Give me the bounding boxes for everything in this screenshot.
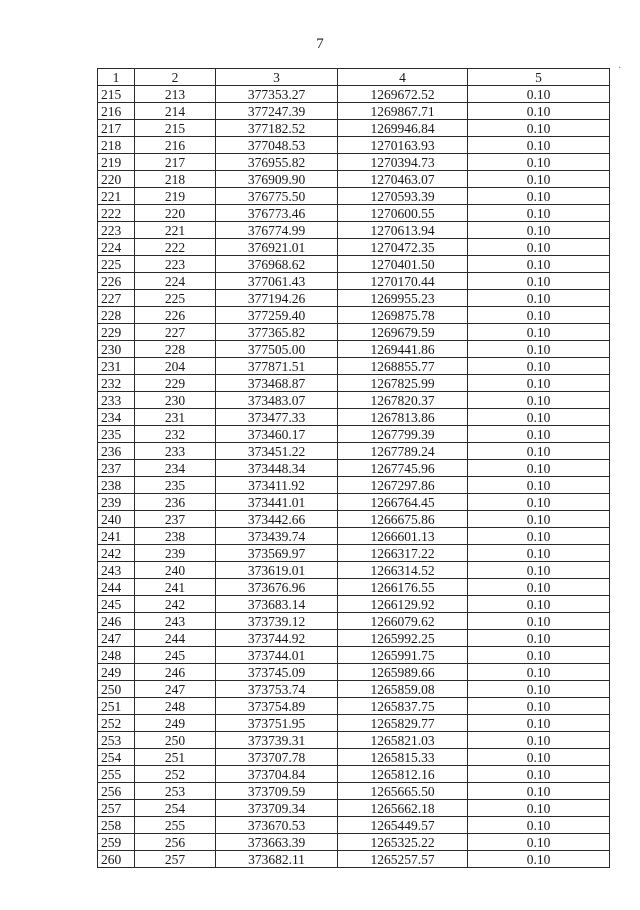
- point-number-cell: 252: [135, 766, 216, 783]
- x-coordinate-cell: 373739.12: [216, 613, 338, 630]
- y-coordinate-cell: 1265821.03: [338, 732, 468, 749]
- x-coordinate-cell: 373663.39: [216, 834, 338, 851]
- accuracy-cell: 0.10: [468, 392, 610, 409]
- column-header-3: 3: [216, 69, 338, 86]
- x-coordinate-cell: 376909.90: [216, 171, 338, 188]
- y-coordinate-cell: 1267789.24: [338, 443, 468, 460]
- x-coordinate-cell: 377505.00: [216, 341, 338, 358]
- table-row: [98, 766, 610, 783]
- accuracy-cell: 0.10: [468, 613, 610, 630]
- y-coordinate-cell: 1270600.55: [338, 205, 468, 222]
- point-number-cell: 222: [135, 239, 216, 256]
- accuracy-cell: 0.10: [468, 494, 610, 511]
- point-number-cell: 253: [135, 783, 216, 800]
- point-number-cell: 245: [135, 647, 216, 664]
- y-coordinate-cell: 1270613.94: [338, 222, 468, 239]
- point-number-cell: 229: [135, 375, 216, 392]
- row-number-cell: 220: [98, 171, 135, 188]
- x-coordinate-cell: 376955.82: [216, 154, 338, 171]
- point-number-cell: 243: [135, 613, 216, 630]
- row-number-cell: 219: [98, 154, 135, 171]
- table-row: [98, 341, 610, 358]
- table-row: [98, 426, 610, 443]
- table-row: [98, 120, 610, 137]
- table-row: [98, 460, 610, 477]
- accuracy-cell: 0.10: [468, 732, 610, 749]
- accuracy-cell: 0.10: [468, 647, 610, 664]
- table-row: [98, 732, 610, 749]
- table-body: [98, 86, 610, 868]
- accuracy-cell: 0.10: [468, 86, 610, 103]
- accuracy-cell: 0.10: [468, 511, 610, 528]
- row-number-cell: 249: [98, 664, 135, 681]
- table-row: [98, 409, 610, 426]
- y-coordinate-cell: 1265829.77: [338, 715, 468, 732]
- table-row: [98, 222, 610, 239]
- x-coordinate-cell: 373411.92: [216, 477, 338, 494]
- table-row: [98, 698, 610, 715]
- x-coordinate-cell: 373676.96: [216, 579, 338, 596]
- accuracy-cell: 0.10: [468, 273, 610, 290]
- point-number-cell: 254: [135, 800, 216, 817]
- accuracy-cell: 0.10: [468, 222, 610, 239]
- row-number-cell: 243: [98, 562, 135, 579]
- point-number-cell: 242: [135, 596, 216, 613]
- column-header-2: 2: [135, 69, 216, 86]
- point-number-cell: 223: [135, 256, 216, 273]
- y-coordinate-cell: 1265662.18: [338, 800, 468, 817]
- point-number-cell: 221: [135, 222, 216, 239]
- accuracy-cell: 0.10: [468, 290, 610, 307]
- point-number-cell: 224: [135, 273, 216, 290]
- y-coordinate-cell: 1267745.96: [338, 460, 468, 477]
- table-row: [98, 851, 610, 868]
- table-row: [98, 86, 610, 103]
- table-row: [98, 443, 610, 460]
- x-coordinate-cell: 373468.87: [216, 375, 338, 392]
- table-row: [98, 528, 610, 545]
- point-number-cell: 213: [135, 86, 216, 103]
- x-coordinate-cell: 376968.62: [216, 256, 338, 273]
- table-row: [98, 273, 610, 290]
- accuracy-cell: 0.10: [468, 154, 610, 171]
- table-row: [98, 511, 610, 528]
- accuracy-cell: 0.10: [468, 443, 610, 460]
- table-row: [98, 664, 610, 681]
- accuracy-cell: 0.10: [468, 596, 610, 613]
- x-coordinate-cell: 373569.97: [216, 545, 338, 562]
- accuracy-cell: 0.10: [468, 715, 610, 732]
- row-number-cell: 238: [98, 477, 135, 494]
- y-coordinate-cell: 1265449.57: [338, 817, 468, 834]
- accuracy-cell: 0.10: [468, 205, 610, 222]
- table-row: [98, 562, 610, 579]
- y-coordinate-cell: 1266176.55: [338, 579, 468, 596]
- table-row: [98, 103, 610, 120]
- table-row: [98, 647, 610, 664]
- accuracy-cell: 0.10: [468, 120, 610, 137]
- y-coordinate-cell: 1265991.75: [338, 647, 468, 664]
- point-number-cell: 238: [135, 528, 216, 545]
- point-number-cell: 227: [135, 324, 216, 341]
- row-number-cell: 251: [98, 698, 135, 715]
- x-coordinate-cell: 377247.39: [216, 103, 338, 120]
- header-row: [98, 69, 610, 86]
- y-coordinate-cell: 1269441.86: [338, 341, 468, 358]
- row-number-cell: 242: [98, 545, 135, 562]
- accuracy-cell: 0.10: [468, 188, 610, 205]
- table-row: [98, 392, 610, 409]
- row-number-cell: 248: [98, 647, 135, 664]
- table-row: [98, 154, 610, 171]
- point-number-cell: 257: [135, 851, 216, 868]
- x-coordinate-cell: 377182.52: [216, 120, 338, 137]
- x-coordinate-cell: 377259.40: [216, 307, 338, 324]
- table-row: [98, 239, 610, 256]
- point-number-cell: 226: [135, 307, 216, 324]
- x-coordinate-cell: 373709.59: [216, 783, 338, 800]
- row-number-cell: 256: [98, 783, 135, 800]
- y-coordinate-cell: 1270163.93: [338, 137, 468, 154]
- row-number-cell: 246: [98, 613, 135, 630]
- table-row: [98, 800, 610, 817]
- x-coordinate-cell: 373707.78: [216, 749, 338, 766]
- accuracy-cell: 0.10: [468, 324, 610, 341]
- row-number-cell: 240: [98, 511, 135, 528]
- accuracy-cell: 0.10: [468, 103, 610, 120]
- point-number-cell: 249: [135, 715, 216, 732]
- row-number-cell: 255: [98, 766, 135, 783]
- y-coordinate-cell: 1267799.39: [338, 426, 468, 443]
- point-number-cell: 236: [135, 494, 216, 511]
- table-row: [98, 290, 610, 307]
- table-row: [98, 715, 610, 732]
- point-number-cell: 218: [135, 171, 216, 188]
- y-coordinate-cell: 1266314.52: [338, 562, 468, 579]
- point-number-cell: 232: [135, 426, 216, 443]
- x-coordinate-cell: 373709.34: [216, 800, 338, 817]
- accuracy-cell: 0.10: [468, 477, 610, 494]
- accuracy-cell: 0.10: [468, 749, 610, 766]
- y-coordinate-cell: 1269672.52: [338, 86, 468, 103]
- row-number-cell: 230: [98, 341, 135, 358]
- point-number-cell: 215: [135, 120, 216, 137]
- point-number-cell: 241: [135, 579, 216, 596]
- accuracy-cell: 0.10: [468, 800, 610, 817]
- y-coordinate-cell: 1268855.77: [338, 358, 468, 375]
- table-row: [98, 324, 610, 341]
- point-number-cell: 220: [135, 205, 216, 222]
- table-row: [98, 358, 610, 375]
- row-number-cell: 250: [98, 681, 135, 698]
- row-number-cell: 245: [98, 596, 135, 613]
- accuracy-cell: 0.10: [468, 783, 610, 800]
- table-row: [98, 375, 610, 392]
- accuracy-cell: 0.10: [468, 307, 610, 324]
- point-number-cell: 255: [135, 817, 216, 834]
- x-coordinate-cell: 377365.82: [216, 324, 338, 341]
- column-header-5: 5: [468, 69, 610, 86]
- row-number-cell: 237: [98, 460, 135, 477]
- y-coordinate-cell: 1269875.78: [338, 307, 468, 324]
- table-row: [98, 545, 610, 562]
- table-row: [98, 579, 610, 596]
- point-number-cell: 251: [135, 749, 216, 766]
- x-coordinate-cell: 376921.01: [216, 239, 338, 256]
- accuracy-cell: 0.10: [468, 137, 610, 154]
- y-coordinate-cell: 1265665.50: [338, 783, 468, 800]
- y-coordinate-cell: 1269679.59: [338, 324, 468, 341]
- row-number-cell: 233: [98, 392, 135, 409]
- x-coordinate-cell: 373460.17: [216, 426, 338, 443]
- accuracy-cell: 0.10: [468, 579, 610, 596]
- accuracy-cell: 0.10: [468, 341, 610, 358]
- accuracy-cell: 0.10: [468, 426, 610, 443]
- y-coordinate-cell: 1265812.16: [338, 766, 468, 783]
- row-number-cell: 224: [98, 239, 135, 256]
- x-coordinate-cell: 377061.43: [216, 273, 338, 290]
- x-coordinate-cell: 373670.53: [216, 817, 338, 834]
- row-number-cell: 236: [98, 443, 135, 460]
- x-coordinate-cell: 373744.92: [216, 630, 338, 647]
- x-coordinate-cell: 373751.95: [216, 715, 338, 732]
- row-number-cell: 227: [98, 290, 135, 307]
- table-row: [98, 681, 610, 698]
- x-coordinate-cell: 377353.27: [216, 86, 338, 103]
- y-coordinate-cell: 1269955.23: [338, 290, 468, 307]
- row-number-cell: 215: [98, 86, 135, 103]
- table-row: [98, 188, 610, 205]
- row-number-cell: 241: [98, 528, 135, 545]
- x-coordinate-cell: 373744.01: [216, 647, 338, 664]
- row-number-cell: 244: [98, 579, 135, 596]
- point-number-cell: 234: [135, 460, 216, 477]
- y-coordinate-cell: 1270170.44: [338, 273, 468, 290]
- row-number-cell: 225: [98, 256, 135, 273]
- table-row: [98, 477, 610, 494]
- accuracy-cell: 0.10: [468, 460, 610, 477]
- point-number-cell: 246: [135, 664, 216, 681]
- y-coordinate-cell: 1266079.62: [338, 613, 468, 630]
- point-number-cell: 214: [135, 103, 216, 120]
- row-number-cell: 223: [98, 222, 135, 239]
- y-coordinate-cell: 1265859.08: [338, 681, 468, 698]
- point-number-cell: 244: [135, 630, 216, 647]
- column-header-1: 1: [98, 69, 135, 86]
- table-row: [98, 749, 610, 766]
- point-number-cell: 248: [135, 698, 216, 715]
- table-row: [98, 630, 610, 647]
- y-coordinate-cell: 1267813.86: [338, 409, 468, 426]
- x-coordinate-cell: 373682.11: [216, 851, 338, 868]
- y-coordinate-cell: 1265837.75: [338, 698, 468, 715]
- x-coordinate-cell: 376773.46: [216, 205, 338, 222]
- row-number-cell: 234: [98, 409, 135, 426]
- x-coordinate-cell: 376774.99: [216, 222, 338, 239]
- point-number-cell: 204: [135, 358, 216, 375]
- row-number-cell: 247: [98, 630, 135, 647]
- row-number-cell: 253: [98, 732, 135, 749]
- x-coordinate-cell: 373441.01: [216, 494, 338, 511]
- point-number-cell: 247: [135, 681, 216, 698]
- y-coordinate-cell: 1270401.50: [338, 256, 468, 273]
- row-number-cell: 222: [98, 205, 135, 222]
- x-coordinate-cell: 373754.89: [216, 698, 338, 715]
- point-number-cell: 228: [135, 341, 216, 358]
- point-number-cell: 219: [135, 188, 216, 205]
- row-number-cell: 217: [98, 120, 135, 137]
- row-number-cell: 239: [98, 494, 135, 511]
- x-coordinate-cell: 373745.09: [216, 664, 338, 681]
- row-number-cell: 258: [98, 817, 135, 834]
- point-number-cell: 239: [135, 545, 216, 562]
- point-number-cell: 216: [135, 137, 216, 154]
- accuracy-cell: 0.10: [468, 545, 610, 562]
- accuracy-cell: 0.10: [468, 817, 610, 834]
- x-coordinate-cell: 376775.50: [216, 188, 338, 205]
- table-row: [98, 596, 610, 613]
- row-number-cell: 228: [98, 307, 135, 324]
- x-coordinate-cell: 373704.84: [216, 766, 338, 783]
- row-number-cell: 254: [98, 749, 135, 766]
- y-coordinate-cell: 1265992.25: [338, 630, 468, 647]
- y-coordinate-cell: 1267297.86: [338, 477, 468, 494]
- row-number-cell: 252: [98, 715, 135, 732]
- row-number-cell: 216: [98, 103, 135, 120]
- row-number-cell: 259: [98, 834, 135, 851]
- row-number-cell: 221: [98, 188, 135, 205]
- table-row: [98, 783, 610, 800]
- y-coordinate-cell: 1270463.07: [338, 171, 468, 188]
- y-coordinate-cell: 1266601.13: [338, 528, 468, 545]
- y-coordinate-cell: 1266317.22: [338, 545, 468, 562]
- y-coordinate-cell: 1266764.45: [338, 494, 468, 511]
- table-row: [98, 494, 610, 511]
- y-coordinate-cell: 1266675.86: [338, 511, 468, 528]
- table-row: [98, 205, 610, 222]
- page-number: 7: [316, 36, 324, 52]
- table-row: [98, 817, 610, 834]
- y-coordinate-cell: 1266129.92: [338, 596, 468, 613]
- x-coordinate-cell: 373619.01: [216, 562, 338, 579]
- x-coordinate-cell: 373753.74: [216, 681, 338, 698]
- y-coordinate-cell: 1269946.84: [338, 120, 468, 137]
- x-coordinate-cell: 373448.34: [216, 460, 338, 477]
- table-row: [98, 613, 610, 630]
- accuracy-cell: 0.10: [468, 834, 610, 851]
- x-coordinate-cell: 373451.22: [216, 443, 338, 460]
- row-number-cell: 226: [98, 273, 135, 290]
- accuracy-cell: 0.10: [468, 562, 610, 579]
- accuracy-cell: 0.10: [468, 358, 610, 375]
- y-coordinate-cell: 1267825.99: [338, 375, 468, 392]
- accuracy-cell: 0.10: [468, 256, 610, 273]
- accuracy-cell: 0.10: [468, 766, 610, 783]
- row-number-cell: 232: [98, 375, 135, 392]
- y-coordinate-cell: 1269867.71: [338, 103, 468, 120]
- y-coordinate-cell: 1270593.39: [338, 188, 468, 205]
- table-row: [98, 171, 610, 188]
- x-coordinate-cell: 377871.51: [216, 358, 338, 375]
- point-number-cell: 225: [135, 290, 216, 307]
- table-row: [98, 137, 610, 154]
- accuracy-cell: 0.10: [468, 664, 610, 681]
- point-number-cell: 230: [135, 392, 216, 409]
- y-coordinate-cell: 1265325.22: [338, 834, 468, 851]
- point-number-cell: 231: [135, 409, 216, 426]
- accuracy-cell: 0.10: [468, 528, 610, 545]
- y-coordinate-cell: 1265815.33: [338, 749, 468, 766]
- row-number-cell: 235: [98, 426, 135, 443]
- point-number-cell: 237: [135, 511, 216, 528]
- accuracy-cell: 0.10: [468, 681, 610, 698]
- point-number-cell: 217: [135, 154, 216, 171]
- table-row: [98, 834, 610, 851]
- x-coordinate-cell: 373442.66: [216, 511, 338, 528]
- x-coordinate-cell: 377194.26: [216, 290, 338, 307]
- table-row: [98, 256, 610, 273]
- accuracy-cell: 0.10: [468, 851, 610, 868]
- x-coordinate-cell: 373477.33: [216, 409, 338, 426]
- row-number-cell: 231: [98, 358, 135, 375]
- accuracy-cell: 0.10: [468, 698, 610, 715]
- x-coordinate-cell: 373439.74: [216, 528, 338, 545]
- y-coordinate-cell: 1270472.35: [338, 239, 468, 256]
- y-coordinate-cell: 1270394.73: [338, 154, 468, 171]
- accuracy-cell: 0.10: [468, 171, 610, 188]
- point-number-cell: 250: [135, 732, 216, 749]
- row-number-cell: 260: [98, 851, 135, 868]
- y-coordinate-cell: 1267820.37: [338, 392, 468, 409]
- point-number-cell: 256: [135, 834, 216, 851]
- accuracy-cell: 0.10: [468, 409, 610, 426]
- point-number-cell: 233: [135, 443, 216, 460]
- row-number-cell: 218: [98, 137, 135, 154]
- accuracy-cell: 0.10: [468, 239, 610, 256]
- coordinates-table: [97, 68, 610, 868]
- column-header-4: 4: [338, 69, 468, 86]
- x-coordinate-cell: 373683.14: [216, 596, 338, 613]
- y-coordinate-cell: 1265989.66: [338, 664, 468, 681]
- y-coordinate-cell: 1265257.57: [338, 851, 468, 868]
- table-row: [98, 307, 610, 324]
- margin-mark: ·: [618, 63, 622, 74]
- point-number-cell: 235: [135, 477, 216, 494]
- x-coordinate-cell: 373483.07: [216, 392, 338, 409]
- row-number-cell: 229: [98, 324, 135, 341]
- table-header: [98, 69, 610, 86]
- x-coordinate-cell: 373739.31: [216, 732, 338, 749]
- accuracy-cell: 0.10: [468, 630, 610, 647]
- point-number-cell: 240: [135, 562, 216, 579]
- row-number-cell: 257: [98, 800, 135, 817]
- x-coordinate-cell: 377048.53: [216, 137, 338, 154]
- accuracy-cell: 0.10: [468, 375, 610, 392]
